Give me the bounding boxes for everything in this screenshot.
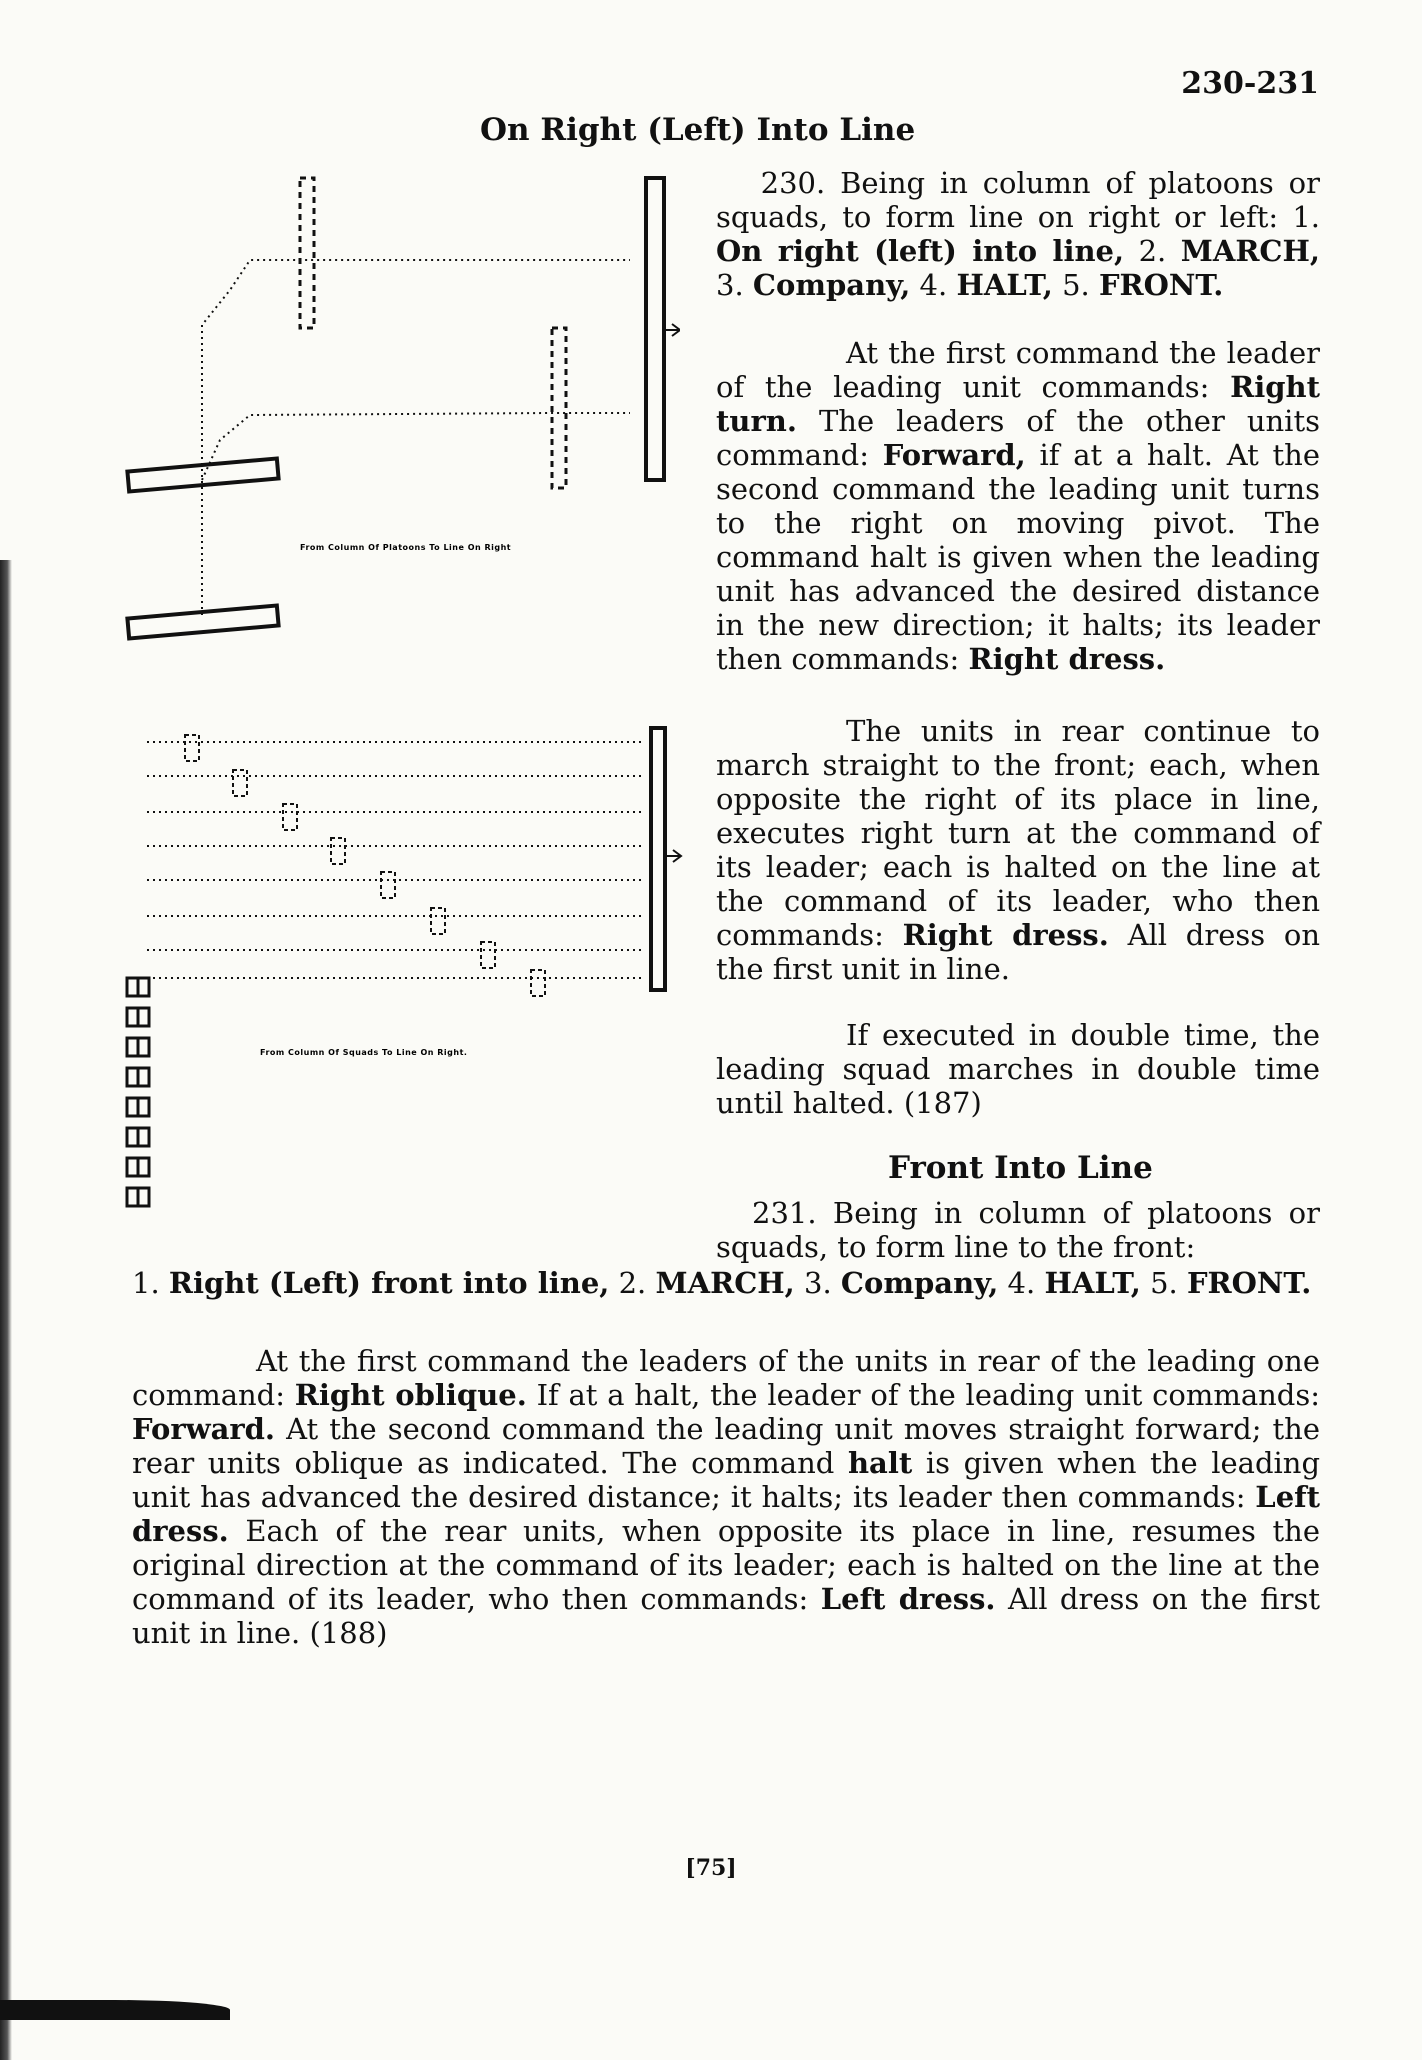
platoon-in-motion-2 [552, 328, 566, 488]
section-230-paragraph-4: If executed in double time, the leading squad marches in double time until halted. (187) [716, 1018, 1320, 1120]
squad-march-routes [147, 742, 645, 978]
arrow-icon [664, 324, 680, 336]
folio-page-number: [75] [685, 1855, 737, 1881]
section-231-intro: 231. Being in column of platoons or squads, to form line to the front: [716, 1196, 1320, 1264]
arrow-icon [665, 850, 681, 862]
line-position-unit [646, 178, 664, 480]
squads-in-motion [185, 735, 545, 996]
scan-edge-bottom [0, 2000, 230, 2020]
squad-column [127, 978, 149, 1206]
figure-squads-diagram [125, 720, 685, 1240]
section-231-paragraph-2: At the first command the leaders of the units in rear of the leading one command: Right oblique. If at a halt, the leader of the leading unit commands: Forward. At the second command the leading unit moves straight forward; the rear units oblique as indicated. The command halt is given when the leading unit has advanced the desired distance; it halts; its leader then commands: Left dress. Each of the rear units, when opposite its place in line, resumes the original direction at the command of its leader; each is halted on the line at the command of its leader, who then commands: Left dress. All dress on the first unit in line. (188) [132, 1344, 1321, 1650]
line-position-unit [651, 728, 665, 990]
section-231-commands: 1. Right (Left) front into line, 2. MARCH, 3. Company, 4. HALT, 5. FRONT. [132, 1266, 1312, 1300]
section-230-paragraph-3: The units in rear continue to march straight to the front; each, when opposite the right of its place in line, executes right turn at the command of its leader; each is halted on the line at the command of its leader, who then commands: Right dress. All dress on the first unit in line. [716, 714, 1321, 986]
squads-figure-caption: From Column Of Squads To Line On Right. [260, 1048, 468, 1057]
platoon-in-motion-1 [300, 178, 314, 328]
page-number: 230-231 [1181, 66, 1319, 101]
rear-platoon [127, 606, 278, 639]
scan-edge-shadow [0, 560, 12, 2060]
section-230-title: On Right (Left) Into Line [480, 112, 916, 148]
platoons-figure-caption: From Column Of Platoons To Line On Right [300, 543, 512, 552]
figure-platoons-diagram [120, 160, 680, 650]
section-230-paragraph-2: At the first command the leader of the leading unit commands: Right turn. The leaders of the other units command: Forward, if at a halt. At the second command the leading unit turns to the right on moving pivot. The command halt is given when the leading unit has advanced the desired distance in the new direction; it halts; its leader then commands: Right dress. [716, 336, 1321, 676]
section-230-paragraph-1: 230. Being in column of platoons or squads, to form line on right or left: 1. On right (left) into line, 2. MARCH, 3. Company, 4. HALT, 5. FRONT. [716, 166, 1321, 302]
section-231-title: Front Into Line [888, 1150, 1153, 1186]
